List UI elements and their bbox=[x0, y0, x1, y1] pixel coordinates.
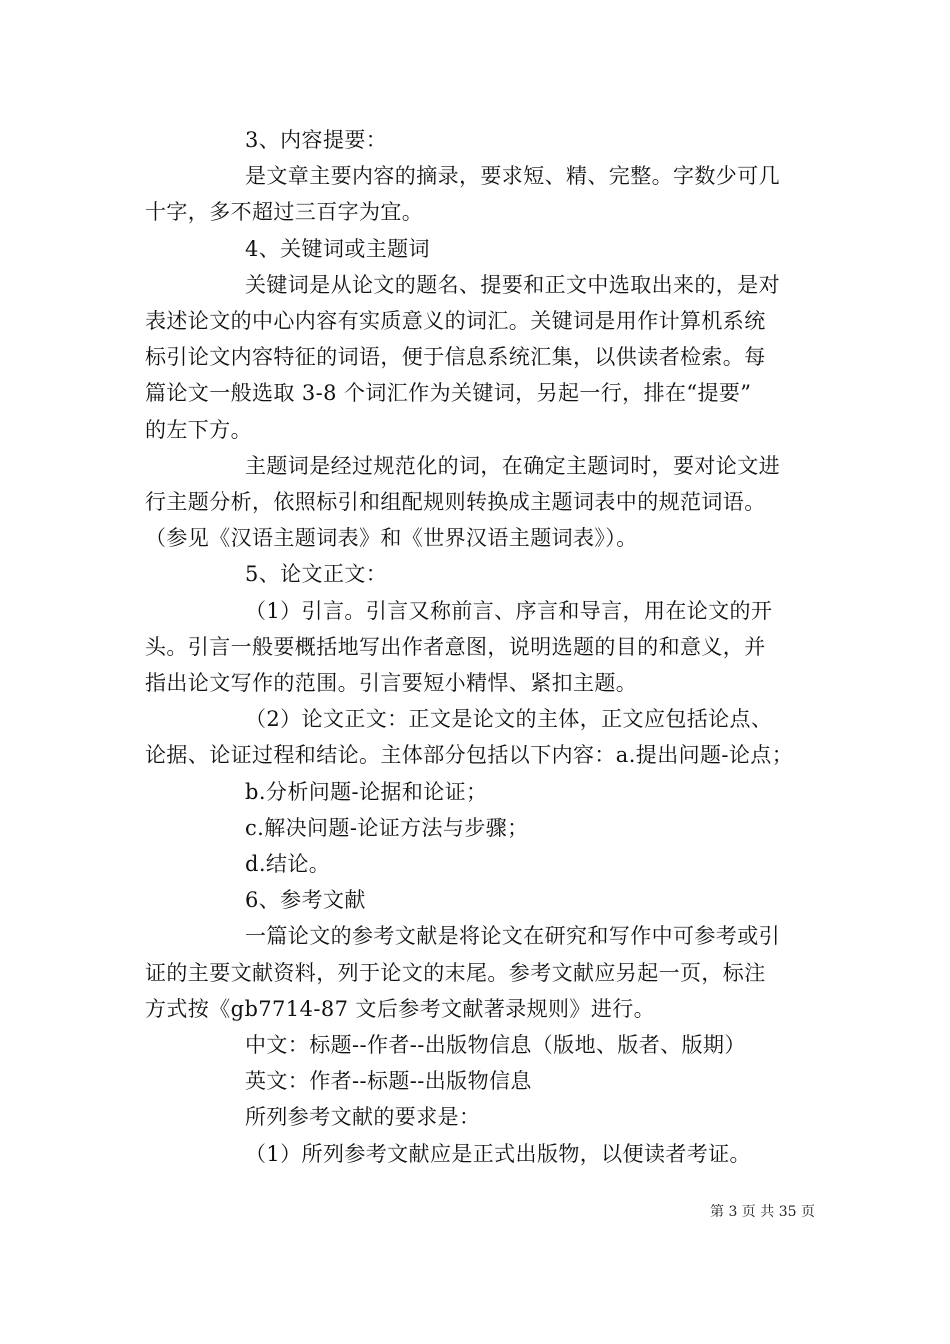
section-heading-keywords: 4、关键词或主题词 bbox=[245, 236, 430, 261]
paragraph-line: 论据、论证过程和结论。主体部分包括以下内容：a.提出问题-论点； bbox=[145, 743, 794, 768]
paragraph-line: （1）引言。引言又称前言、序言和导言，用在论文的开 bbox=[245, 598, 773, 623]
paragraph-line: 英文：作者--标题--出版物信息 bbox=[245, 1069, 532, 1094]
paragraph-line: 指出论文写作的范围。引言要短小精悍、紧扣主题。 bbox=[145, 671, 638, 696]
paragraph-line: （参见《汉语主题词表》和《世界汉语主题词表》）。 bbox=[145, 526, 638, 551]
paragraph-line: 表述论文的中心内容有实质意义的词汇。关键词是用作计算机系统 bbox=[145, 309, 766, 334]
paragraph-line: 方式按《gb7714-87 文后参考文献著录规则》进行。 bbox=[145, 996, 656, 1021]
list-item: c.解决问题-论证方法与步骤； bbox=[245, 815, 529, 840]
section-heading-abstract: 3、内容提要： bbox=[245, 128, 388, 152]
section-heading-body: 5、论文正文： bbox=[245, 562, 388, 587]
section-heading-references: 6、参考文献 bbox=[245, 888, 366, 913]
paragraph-line: 中文：标题--作者--出版物信息（版地、版者、版期） bbox=[245, 1033, 746, 1058]
paragraph-line: 一篇论文的参考文献是将论文在研究和写作中可参考或引 bbox=[245, 924, 780, 949]
paragraph-line: （2）论文正文：正文是论文的主体，正文应包括论点、 bbox=[245, 707, 773, 732]
paragraph-line: 是文章主要内容的摘录，要求短、精、完整。字数少可几 bbox=[245, 164, 780, 189]
document-body bbox=[145, 122, 810, 1172]
list-item: d.结论。 bbox=[245, 852, 331, 877]
paragraph-line: 主题词是经过规范化的词，在确定主题词时，要对论文进 bbox=[245, 453, 780, 478]
paragraph-line: （1）所列参考文献应是正式出版物，以便读者考证。 bbox=[245, 1141, 751, 1166]
paragraph-line: 十字，多不超过三百字为宜。 bbox=[145, 200, 424, 225]
paragraph-line: 标引论文内容特征的词语，便于信息系统汇集，以供读者检索。每 bbox=[145, 345, 766, 370]
paragraph-line: 篇论文一般选取 3-8 个词汇作为关键词，另起一行，排在“提要” bbox=[145, 381, 752, 406]
list-item: b.分析问题-论据和论证； bbox=[245, 779, 488, 804]
paragraph-line: 关键词是从论文的题名、提要和正文中选取出来的，是对 bbox=[245, 272, 780, 297]
page-number-footer: 第 3 页 共 35 页 bbox=[710, 1204, 815, 1220]
paragraph-line: 头。引言一般要概括地写出作者意图，说明选题的目的和意义，并 bbox=[145, 634, 766, 659]
paragraph-line: 所列参考文献的要求是： bbox=[245, 1105, 481, 1130]
paragraph-line: 证的主要文献资料，列于论文的末尾。参考文献应另起一页，标注 bbox=[145, 960, 766, 985]
paragraph-line: 行主题分析，依照标引和组配规则转换成主题词表中的规范词语。 bbox=[145, 490, 766, 515]
paragraph-line: 的左下方。 bbox=[145, 417, 252, 442]
